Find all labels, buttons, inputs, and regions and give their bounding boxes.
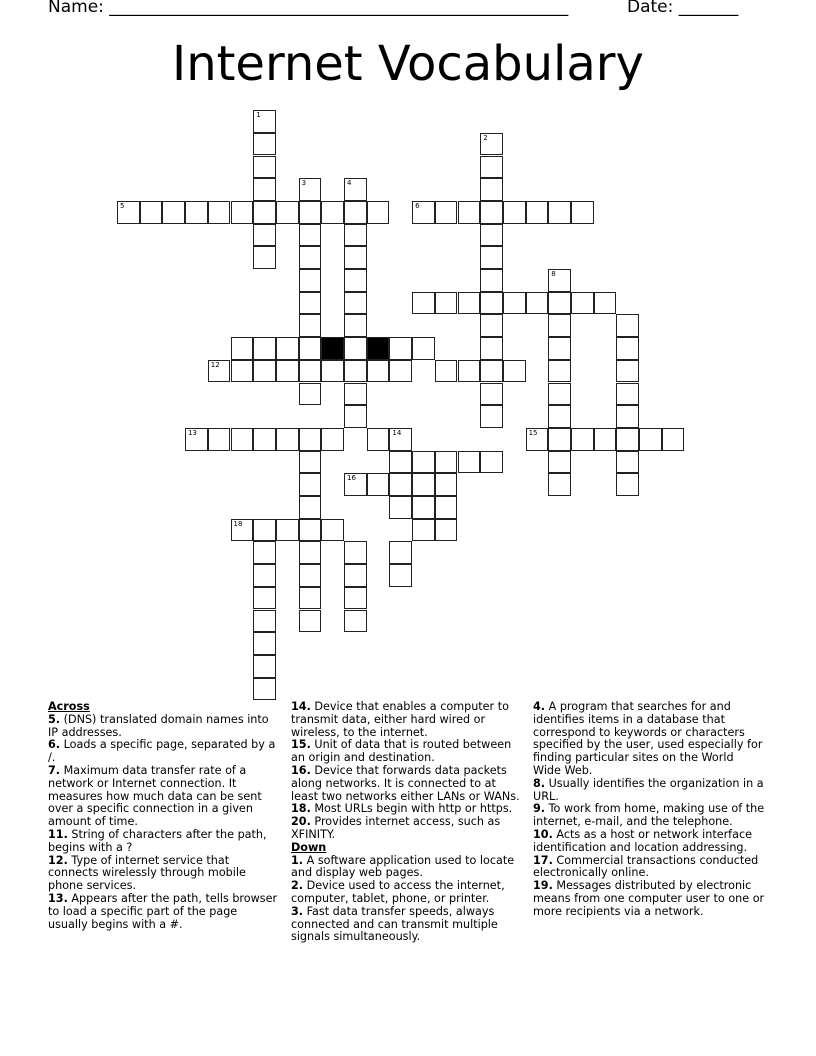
letter-cell[interactable] xyxy=(208,428,231,451)
letter-cell[interactable] xyxy=(458,360,481,383)
letter-cell[interactable] xyxy=(231,201,254,224)
letter-cell[interactable] xyxy=(435,201,458,224)
letter-cell[interactable] xyxy=(321,360,344,383)
letter-cell[interactable] xyxy=(344,246,367,269)
letter-cell[interactable] xyxy=(253,587,276,610)
letter-cell[interactable] xyxy=(253,564,276,587)
letter-cell[interactable] xyxy=(480,133,503,156)
letter-cell[interactable] xyxy=(344,587,367,610)
clue-number: 8 xyxy=(551,270,556,278)
letter-cell[interactable] xyxy=(616,428,639,451)
clue-number: 16 xyxy=(347,474,356,483)
letter-cell[interactable] xyxy=(389,428,412,451)
clue-down-3: 3. Fast data transfer speeds, always connected and can transmit multiple signals simultaneously. xyxy=(291,904,498,944)
letter-cell[interactable] xyxy=(616,360,639,383)
letter-cell[interactable] xyxy=(389,473,412,496)
letter-cell[interactable] xyxy=(503,201,526,224)
letter-cell[interactable] xyxy=(344,224,367,247)
letter-cell[interactable] xyxy=(253,201,276,224)
letter-cell[interactable] xyxy=(548,405,571,428)
block-cell xyxy=(367,337,390,360)
letter-cell[interactable] xyxy=(480,405,503,428)
letter-cell[interactable] xyxy=(299,428,322,451)
letter-cell[interactable] xyxy=(367,360,390,383)
letter-cell[interactable] xyxy=(526,428,549,451)
letter-cell[interactable] xyxy=(299,451,322,474)
letter-cell[interactable] xyxy=(480,451,503,474)
letter-cell[interactable] xyxy=(526,201,549,224)
letter-cell[interactable] xyxy=(344,178,367,201)
letter-cell[interactable] xyxy=(321,428,344,451)
letter-cell[interactable] xyxy=(253,610,276,633)
letter-cell[interactable] xyxy=(276,360,299,383)
clue-number: 13 xyxy=(188,428,198,437)
letter-cell[interactable] xyxy=(435,451,458,474)
date-blank[interactable]: _______ xyxy=(678,0,739,17)
clue-number: 4 xyxy=(347,179,352,188)
letter-cell[interactable] xyxy=(548,451,571,474)
letter-cell[interactable] xyxy=(253,655,276,678)
clue-down-8: 8. Usually identifies the organization in a URL. xyxy=(533,776,764,803)
clue-number: 18 xyxy=(233,519,243,528)
letter-cell[interactable] xyxy=(253,110,276,133)
letter-cell[interactable] xyxy=(231,428,254,451)
clue-across-12: 12. Type of internet service that connects wirelessly through mobile phone services. xyxy=(48,853,246,893)
down-heading: Down xyxy=(291,840,327,854)
letter-cell[interactable] xyxy=(548,314,571,337)
letter-cell[interactable] xyxy=(253,337,276,360)
clue-down-2: 2. Device used to access the internet, computer, tablet, phone, or printer. xyxy=(291,879,505,905)
letter-cell[interactable] xyxy=(458,292,481,315)
letter-cell[interactable] xyxy=(412,451,435,474)
letter-cell[interactable] xyxy=(389,496,412,519)
clue-down-19: 19. Messages distributed by electronic means from one computer user to one or more recipients via a network. xyxy=(533,879,765,918)
letter-cell[interactable] xyxy=(299,292,322,315)
letter-cell[interactable] xyxy=(435,496,458,519)
letter-cell[interactable] xyxy=(276,428,299,451)
letter-cell[interactable] xyxy=(458,451,481,474)
letter-cell[interactable] xyxy=(480,292,503,315)
letter-cell[interactable] xyxy=(231,360,254,383)
letter-cell[interactable] xyxy=(185,428,208,451)
letter-cell[interactable] xyxy=(480,178,503,201)
letter-cell[interactable] xyxy=(412,337,435,360)
clue-down-9: 9. To work from home, making use of the internet, e-mail, and the telephone. xyxy=(533,802,765,829)
letter-cell[interactable] xyxy=(344,269,367,292)
clue-number: 15 xyxy=(528,428,538,437)
letter-cell[interactable] xyxy=(571,292,594,315)
letter-cell[interactable] xyxy=(299,337,322,360)
letter-cell[interactable] xyxy=(344,292,367,315)
letter-cell[interactable] xyxy=(412,201,435,224)
letter-cell[interactable] xyxy=(253,156,276,179)
clues-column-3 xyxy=(533,701,765,919)
clue-number: 5 xyxy=(120,201,125,210)
clue-down-17: 17. Commercial transactions conducted electronically online. xyxy=(533,853,759,880)
letter-cell[interactable] xyxy=(344,610,367,633)
letter-cell[interactable] xyxy=(344,201,367,224)
letter-cell[interactable] xyxy=(208,360,231,383)
letter-cell[interactable] xyxy=(616,337,639,360)
letter-cell[interactable] xyxy=(435,360,458,383)
clue-number: 3 xyxy=(301,179,307,188)
letter-cell[interactable] xyxy=(616,405,639,428)
letter-cell[interactable] xyxy=(344,337,367,360)
letter-cell[interactable] xyxy=(253,133,276,156)
letter-cell[interactable] xyxy=(117,201,140,224)
date-label: Date: xyxy=(627,0,674,17)
letter-cell[interactable] xyxy=(412,496,435,519)
letter-cell[interactable] xyxy=(503,292,526,315)
clue-across-18: 18. Most URLs begin with http or https. xyxy=(291,802,513,816)
clue-number: 12 xyxy=(210,360,220,369)
letter-cell[interactable] xyxy=(253,632,276,655)
letter-cell[interactable] xyxy=(253,360,276,383)
letter-cell[interactable] xyxy=(208,201,231,224)
letter-cell[interactable] xyxy=(253,541,276,564)
letter-cell[interactable] xyxy=(548,428,571,451)
letter-cell[interactable] xyxy=(299,314,322,337)
letter-cell[interactable] xyxy=(299,496,322,519)
name-label: Name: xyxy=(48,0,104,17)
clue-number: 14 xyxy=(392,428,402,437)
letter-cell[interactable] xyxy=(412,519,435,542)
letter-cell[interactable] xyxy=(253,224,276,247)
clue-down-1: 1. A software application used to locate and display web pages. xyxy=(291,853,515,880)
letter-cell[interactable] xyxy=(389,541,412,564)
letter-cell[interactable] xyxy=(299,564,322,587)
letter-cell[interactable] xyxy=(344,360,367,383)
block-cell xyxy=(321,337,344,360)
letter-cell[interactable] xyxy=(548,383,571,406)
clue-across-16: 16. Device that forwards data packets along networks. It is connected to at least two networks either LANs or WANs. xyxy=(291,763,520,803)
letter-cell[interactable] xyxy=(253,678,276,701)
letter-cell[interactable] xyxy=(321,201,344,224)
clue-across-14: 14. Device that enables a computer to transmit data, either hard wired or wireless, to the internet. xyxy=(291,700,509,739)
letter-cell[interactable] xyxy=(276,201,299,224)
clue-number: 2 xyxy=(483,133,488,142)
letter-cell[interactable] xyxy=(162,201,185,224)
letter-cell[interactable] xyxy=(299,246,322,269)
letter-cell[interactable] xyxy=(389,564,412,587)
letter-cell[interactable] xyxy=(548,292,571,315)
letter-cell[interactable] xyxy=(389,360,412,383)
letter-cell[interactable] xyxy=(480,314,503,337)
letter-cell[interactable] xyxy=(140,201,163,224)
letter-cell[interactable] xyxy=(548,337,571,360)
letter-cell[interactable] xyxy=(480,269,503,292)
letter-cell[interactable] xyxy=(480,156,503,179)
letter-cell[interactable] xyxy=(344,405,367,428)
letter-cell[interactable] xyxy=(594,292,617,315)
letter-cell[interactable] xyxy=(276,519,299,542)
date-field[interactable] xyxy=(627,0,738,17)
letter-cell[interactable] xyxy=(389,337,412,360)
letter-cell[interactable] xyxy=(526,292,549,315)
letter-cell[interactable] xyxy=(299,541,322,564)
letter-cell[interactable] xyxy=(276,337,299,360)
letter-cell[interactable] xyxy=(548,473,571,496)
clue-across-11: 11. String of characters after the path, begins with a ? xyxy=(48,827,267,854)
letter-cell[interactable] xyxy=(231,337,254,360)
letter-cell[interactable] xyxy=(571,428,594,451)
letter-cell[interactable] xyxy=(548,360,571,383)
letter-cell[interactable] xyxy=(299,587,322,610)
clue-down-4: 4. A program that searches for and identifies items in a database that correspond to keywords or characters specified by the user, used especially for finding particular sites on the World Wide Web. xyxy=(533,700,763,777)
letter-cell[interactable] xyxy=(571,201,594,224)
page-title: Internet Vocabulary xyxy=(172,36,644,92)
letter-cell[interactable] xyxy=(185,201,208,224)
letter-cell[interactable] xyxy=(435,292,458,315)
letter-cell[interactable] xyxy=(253,178,276,201)
letter-cell[interactable] xyxy=(639,428,662,451)
clue-down-10: 10. Acts as a host or network interface identification and location addressing. xyxy=(533,827,753,854)
letter-cell[interactable] xyxy=(344,314,367,337)
letter-cell[interactable] xyxy=(389,451,412,474)
letter-cell[interactable] xyxy=(367,473,390,496)
name-blank[interactable]: ______________________________________________________ xyxy=(109,0,569,17)
letter-cell[interactable] xyxy=(503,360,526,383)
letter-cell[interactable] xyxy=(344,383,367,406)
letter-cell[interactable] xyxy=(435,473,458,496)
name-field[interactable] xyxy=(48,0,568,17)
letter-cell[interactable] xyxy=(616,473,639,496)
clues-column-2 xyxy=(291,701,523,944)
letter-cell[interactable] xyxy=(253,519,276,542)
letter-cell[interactable] xyxy=(412,473,435,496)
letter-cell[interactable] xyxy=(480,246,503,269)
letter-cell[interactable] xyxy=(412,292,435,315)
letter-cell[interactable] xyxy=(367,428,390,451)
clue-across-7: 7. Maximum data transfer rate of a network or Internet connection. It measures how much data can be sent over a specific connection in a given amount of time. xyxy=(48,763,262,829)
letter-cell[interactable] xyxy=(253,428,276,451)
letter-cell[interactable] xyxy=(231,519,254,542)
letter-cell[interactable] xyxy=(299,224,322,247)
letter-cell[interactable] xyxy=(594,428,617,451)
letter-cell[interactable] xyxy=(662,428,685,451)
clue-across-15: 15. Unit of data that is routed between an origin and destination. xyxy=(291,738,512,765)
letter-cell[interactable] xyxy=(299,610,322,633)
letter-cell[interactable] xyxy=(480,360,503,383)
letter-cell[interactable] xyxy=(299,360,322,383)
letter-cell[interactable] xyxy=(616,451,639,474)
letter-cell[interactable] xyxy=(299,383,322,406)
letter-cell[interactable] xyxy=(480,201,503,224)
clue-across-13: 13. Appears after the path, tells browser to load a specific part of the page usually begins with a #. xyxy=(48,891,278,931)
letter-cell[interactable] xyxy=(344,541,367,564)
letter-cell[interactable] xyxy=(344,564,367,587)
letter-cell[interactable] xyxy=(344,473,367,496)
letter-cell[interactable] xyxy=(299,473,322,496)
letter-cell[interactable] xyxy=(299,178,322,201)
letter-cell[interactable] xyxy=(480,383,503,406)
clue-number: 6 xyxy=(415,201,420,210)
clue-across-5: 5. (DNS) translated domain names into IP addresses. xyxy=(48,712,269,739)
letter-cell[interactable] xyxy=(299,201,322,224)
letter-cell[interactable] xyxy=(435,519,458,542)
letter-cell[interactable] xyxy=(458,201,481,224)
letter-cell[interactable] xyxy=(321,519,344,542)
letter-cell[interactable] xyxy=(548,269,571,292)
letter-cell[interactable] xyxy=(299,269,322,292)
letter-cell[interactable] xyxy=(616,383,639,406)
clue-across-20: 20. Provides internet access, such as XFINITY. xyxy=(291,815,501,841)
letter-cell[interactable] xyxy=(616,314,639,337)
letter-cell[interactable] xyxy=(253,246,276,269)
letter-cell[interactable] xyxy=(480,337,503,360)
letter-cell[interactable] xyxy=(367,201,390,224)
clue-across-6: 6. Loads a specific page, separated by a /. xyxy=(48,738,276,765)
clue-number: 1 xyxy=(256,111,261,120)
clues-column-1 xyxy=(48,701,280,931)
letter-cell[interactable] xyxy=(299,519,322,542)
letter-cell[interactable] xyxy=(548,201,571,224)
letter-cell[interactable] xyxy=(480,224,503,247)
across-heading: Across xyxy=(48,700,90,713)
